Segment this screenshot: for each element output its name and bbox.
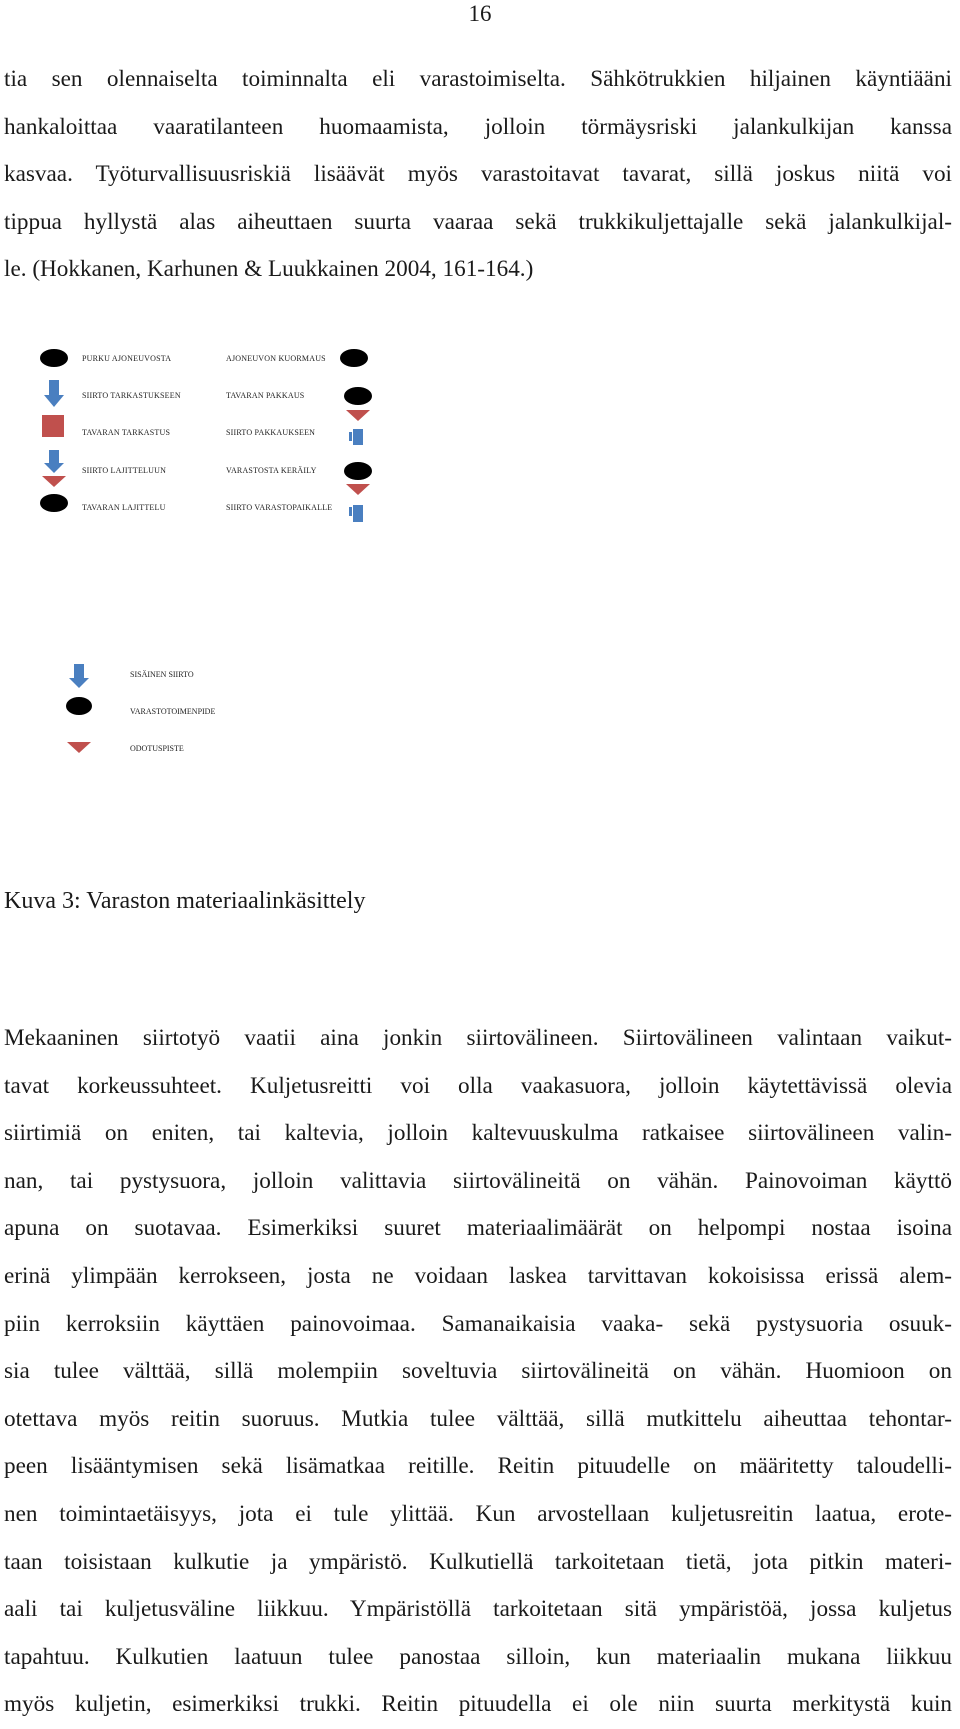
operation-symbol-icon (40, 349, 68, 367)
text-line: apuna on suotavaa. Esimerkiksi suuret materiaalimäärät on helpompi nostaa isoina (4, 1215, 952, 1242)
left-symbol-column (38, 345, 78, 545)
right-symbol-column (340, 345, 380, 545)
wait-point-icon (346, 410, 370, 421)
text-line: le. (Hokkanen, Karhunen & Luukkainen 2004, 161-164.) (4, 256, 534, 283)
text-line: tapahtuu. Kulkutien laatuun tulee panostaa silloin, kun materiaalin mukana liikkuu (4, 1643, 952, 1670)
transfer-arrow-icon (44, 450, 64, 473)
text-line: otettava myös reitin suoruus. Mutkia tulee välttää, sillä mutkittelu aiheuttaa tehontar- (4, 1405, 952, 1432)
transfer-arrow-icon (348, 421, 368, 445)
text-line: nen toimintaetäisyys, jota ei tule ylittää. Kun arvostellaan kuljetusreitin laatua, erote- (4, 1500, 952, 1527)
legend-symbols (64, 660, 104, 760)
text-line: myös kuljetin, esimerkiksi trukki. Reitin pituudella ei ole niin suurta merkitystä kuin (4, 1691, 952, 1718)
diagram-label: VARASTOSTA KERÄILY (226, 466, 317, 475)
transfer-arrow-icon (69, 664, 89, 688)
wait-point-icon (67, 742, 91, 753)
page-number: 16 (468, 1, 492, 26)
diagram-label: TAVARAN TARKASTUS (82, 428, 171, 437)
text-line: hankaloittaa vaaratilanteen huomaamista, jolloin törmäysriski jalankulkijan kanssa (4, 113, 952, 140)
text-line: kasvaa. Työturvallisuusriskiä lisäävät myös varastoitavat tavarat, sillä joskus niitä voi (4, 161, 952, 188)
text-line: Mekaaninen siirtotyö vaatii aina jonkin siirtovälineen. Siirtovälineen valintaan vaikut- (4, 1025, 952, 1051)
transfer-arrow-icon (44, 380, 64, 407)
wait-point-icon (346, 484, 370, 495)
transfer-arrow-icon (349, 505, 363, 522)
text-line: erinä ylimpään kerrokseen, josta ne voidaan laskea tarvittavan kokoisissa erissä alem- (4, 1262, 952, 1289)
diagram-label: AJONEUVON KUORMAUS (226, 354, 326, 363)
paragraph-bottom (4, 1015, 952, 1729)
text-line: taan toisistaan kulkutie ja ympäristö. Kulkutiellä tarkoitetaan tietä, jota pitkin materi- (4, 1548, 952, 1575)
text-line: siirtimiä on eniten, tai kaltevia, jolloin kaltevuuskulma ratkaisee siirtovälineen valin- (4, 1120, 952, 1147)
legend-label: SISÄINEN SIIRTO (130, 670, 194, 679)
text-line: tia sen olennaiselta toiminnalta eli varastoimiselta. Sähkötrukkien hiljainen käyntiääni (4, 66, 952, 92)
operation-symbol-icon (66, 697, 92, 715)
paragraph-top (4, 56, 952, 294)
inspection-symbol-icon (42, 415, 64, 437)
diagram-label: SIIRTO LAJITTELUUN (82, 466, 167, 475)
diagram-label: TAVARAN PAKKAUS (226, 391, 305, 400)
operation-symbol-icon (340, 349, 368, 367)
diagram-label: SIIRTO TARKASTUKSEEN (82, 391, 181, 400)
operation-symbol-icon (344, 462, 372, 480)
diagram-label: SIIRTO PAKKAUKSEEN (226, 428, 316, 437)
figure-caption: Kuva 3: Varaston materiaalinkäsittely (4, 888, 366, 914)
text-line: aali tai kuljetusväline liikkuu. Ympäristöllä tarkoitetaan sitä ympäristöä, jossa kuljetus (4, 1596, 952, 1623)
legend-label: ODOTUSPISTE (130, 744, 184, 753)
text-line: piin kerroksiin käyttäen painovoimaa. Samanaikaisia vaaka- sekä pystysuoria osuuk- (4, 1310, 952, 1337)
wait-point-icon (42, 476, 66, 487)
legend-label: VARASTOTOIMENPIDE (130, 707, 216, 716)
text-line: tavat korkeussuhteet. Kuljetusreitti voi olla vaakasuora, jolloin käytettävissä olevia (4, 1072, 952, 1099)
text-line: sia tulee välttää, sillä molempiin soveltuvia siirtovälineitä on vähän. Huomioon on (4, 1358, 952, 1385)
diagram-label: SIIRTO VARASTOPAIKALLE (226, 503, 333, 512)
text-line: tippua hyllystä alas aiheuttaen suurta vaaraa sekä trukkikuljettajalle sekä jalankulkijal- (4, 208, 952, 235)
operation-symbol-icon (40, 494, 68, 512)
text-line: nan, tai pystysuora, jolloin valittavia siirtovälineitä on vähän. Painovoiman käyttö (4, 1167, 952, 1194)
diagram-label: TAVARAN LAJITTELU (82, 503, 166, 512)
operation-symbol-icon (344, 387, 372, 405)
text-line: peen lisääntymisen sekä lisämatkaa reitille. Reitin pituudelle on määritetty taloudelli- (4, 1453, 952, 1480)
diagram-label: PURKU AJONEUVOSTA (82, 354, 172, 363)
